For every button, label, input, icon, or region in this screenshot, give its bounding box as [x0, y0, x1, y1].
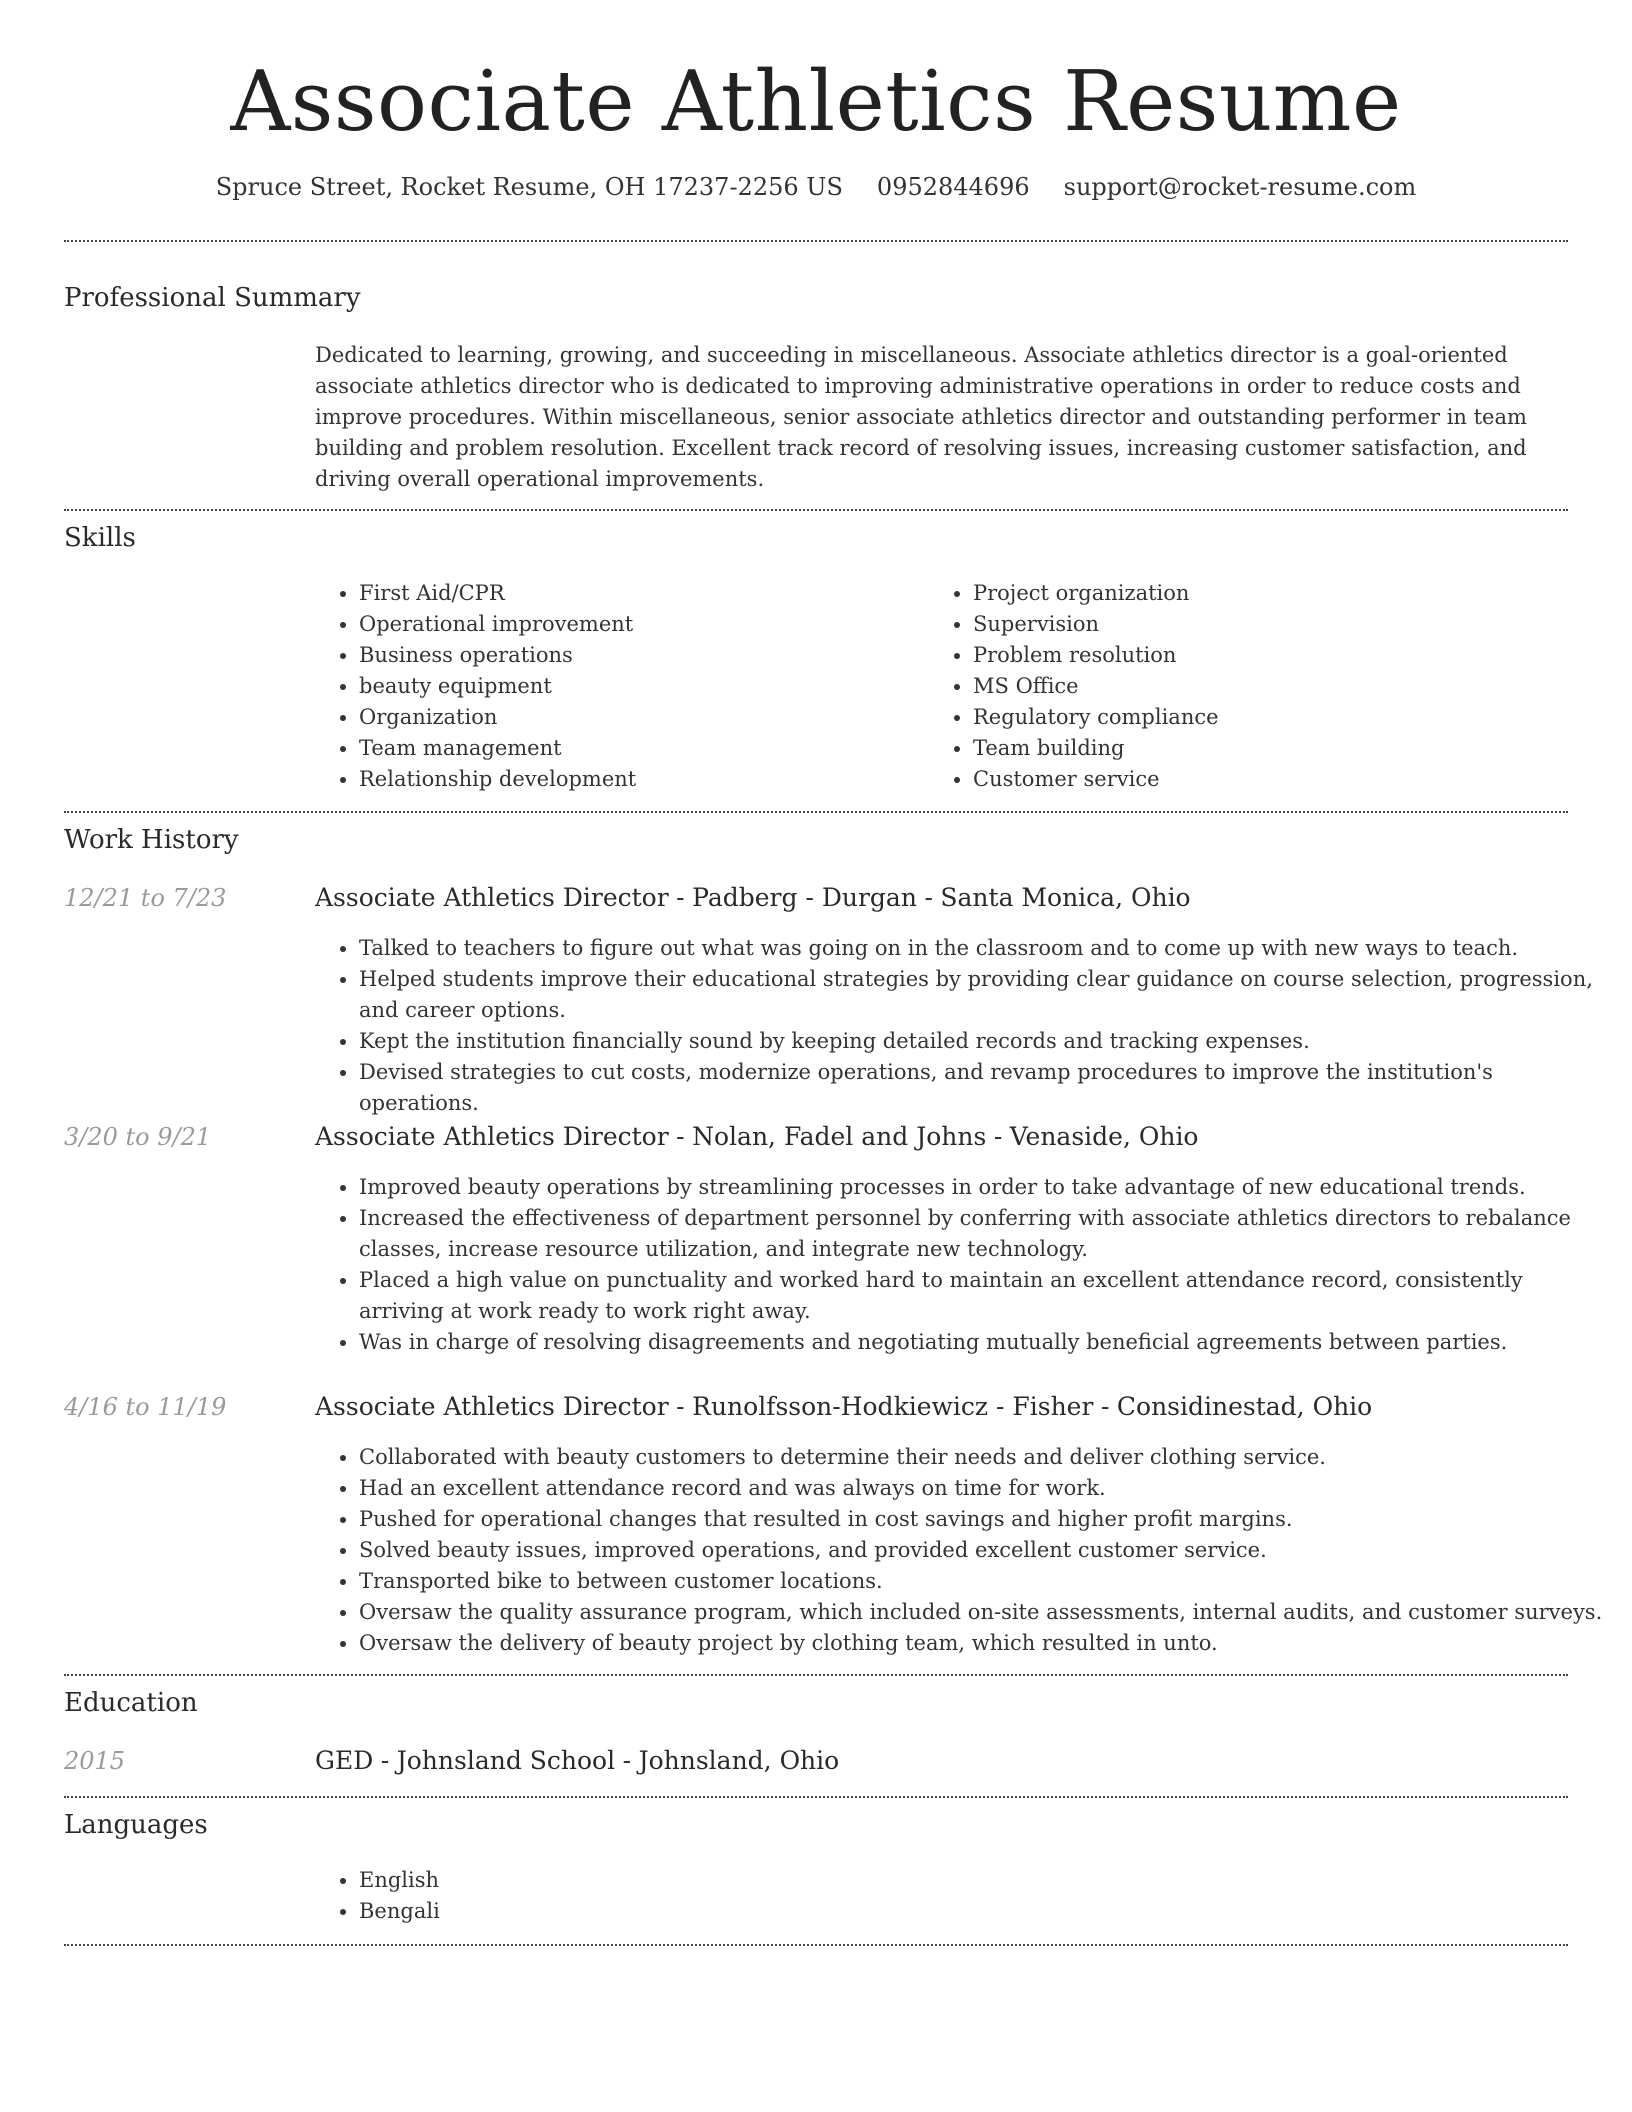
divider [64, 240, 1568, 242]
divider [64, 1944, 1568, 1946]
job-dates: 12/21 to 7/23 [64, 884, 227, 912]
job-bullets [315, 1442, 1612, 1659]
language-item: • English [359, 1865, 959, 1896]
job-location: Considinestad, Ohio [1116, 1392, 1373, 1421]
separator: - [676, 1392, 685, 1421]
job-bullet: • Transported bike to between customer locations. [359, 1566, 1612, 1597]
job-position: Associate Athletics Director [315, 883, 669, 912]
job-title [315, 1121, 1199, 1153]
languages-heading: Languages [64, 1810, 208, 1840]
job-bullet: • Was in charge of resolving disagreements and negotiating mutually beneficial agreements between parties. [359, 1327, 1612, 1358]
job-bullet: • Devised strategies to cut costs, modernize operations, and revamp procedures to improve the institution's operations. [359, 1057, 1612, 1119]
separator: - [676, 883, 685, 912]
education-year: 2015 [64, 1747, 126, 1775]
job-title [315, 1391, 1372, 1423]
separator: - [924, 883, 933, 912]
skill-item: • First Aid/CPR [359, 578, 919, 609]
skill-item: • beauty equipment [359, 671, 919, 702]
skill-item: • Customer service [973, 764, 1573, 795]
job-bullet: • Collaborated with beauty customers to determine their needs and deliver clothing service. [359, 1442, 1612, 1473]
contact-address: Spruce Street, Rocket Resume, OH 17237-2256 US [215, 173, 843, 201]
resume-title: Associate Athletics Resume [230, 53, 1402, 150]
skill-item: • Team management [359, 733, 919, 764]
job-bullet: • Talked to teachers to figure out what was going on in the classroom and to come up with new ways to teach. [359, 933, 1612, 964]
divider [64, 1674, 1568, 1676]
divider [64, 1796, 1568, 1798]
skill-item: • Business operations [359, 640, 919, 671]
skill-item: • Team building [973, 733, 1573, 764]
contact-email: support@rocket-resume.com [1063, 173, 1417, 201]
skill-item: • Project organization [973, 578, 1573, 609]
separator: - [993, 1122, 1003, 1151]
job-bullet: • Placed a high value on punctuality and worked hard to maintain an excellent attendance record, consistently arriving at work ready to work right away. [359, 1265, 1612, 1327]
job-bullet: • Helped students improve their educational strategies by providing clear guidance on course selection, progression, and career options. [359, 964, 1612, 1026]
education-school: Johnsland School [396, 1746, 616, 1775]
skills-heading: Skills [64, 523, 136, 553]
contact-phone: 0952844696 [876, 173, 1030, 201]
languages-list [315, 1865, 959, 1927]
skill-item: • Organization [359, 702, 919, 733]
education-heading: Education [64, 1688, 198, 1718]
job-company: Nolan, Fadel and Johns [692, 1122, 987, 1151]
skill-item: • Regulatory compliance [973, 702, 1573, 733]
job-bullet: • Oversaw the delivery of beauty project by clothing team, which resulted in unto. [359, 1628, 1612, 1659]
separator: - [622, 1746, 632, 1775]
job-bullet: • Increased the effectiveness of department personnel by conferring with associate athletics directors to rebalance classes, increase resource utilization, and integrate new technology. [359, 1203, 1612, 1265]
job-location: Santa Monica, Ohio [940, 883, 1191, 912]
work-heading: Work History [64, 825, 239, 855]
summary-heading: Professional Summary [64, 283, 361, 313]
job-dates: 4/16 to 11/19 [64, 1393, 227, 1421]
separator: - [676, 1122, 685, 1151]
job-bullets [315, 933, 1612, 1119]
skill-item: • Operational improvement [359, 609, 919, 640]
job-bullet: • Had an excellent attendance record and was always on time for work. [359, 1473, 1612, 1504]
contact-line [0, 172, 1632, 202]
job-bullets [315, 1172, 1612, 1358]
divider [64, 509, 1568, 511]
education-degree: GED [315, 1746, 374, 1775]
summary-text: Dedicated to learning, growing, and succeeding in miscellaneous. Associate athletics director is a goal-oriented associate athletics director who is dedicated to improving administrative operations in order to reduce costs and improve procedures. Within miscellaneous, senior associate athletics director and outstanding performer in team building and problem resolution. Excellent track record of resolving issues, increasing customer satisfaction, and driving overall operational improvements. [315, 343, 1527, 491]
job-bullet: • Pushed for operational changes that resulted in cost savings and higher profit margins. [359, 1504, 1612, 1535]
job-dates: 3/20 to 9/21 [64, 1123, 212, 1151]
separator: - [380, 1746, 390, 1775]
job-bullet: • Improved beauty operations by streamlining processes in order to take advantage of new educational trends. [359, 1172, 1612, 1203]
job-company: Runolfsson-Hodkiewicz - Fisher [692, 1392, 1094, 1421]
job-bullet: • Kept the institution financially sound by keeping detailed records and tracking expenses. [359, 1026, 1612, 1057]
language-item: • Bengali [359, 1896, 959, 1927]
divider [64, 811, 1568, 813]
skills-list-right [929, 578, 1573, 795]
job-position: Associate Athletics Director [315, 1392, 669, 1421]
skill-item: • Problem resolution [973, 640, 1573, 671]
skill-item: • MS Office [973, 671, 1573, 702]
job-title [315, 882, 1191, 914]
job-bullet: • Solved beauty issues, improved operations, and provided excellent customer service. [359, 1535, 1612, 1566]
job-company: Padberg - Durgan [692, 883, 917, 912]
skills-list-left [315, 578, 919, 795]
education-location: Johnsland, Ohio [638, 1746, 840, 1775]
separator: - [1100, 1392, 1110, 1421]
job-position: Associate Athletics Director [315, 1122, 669, 1151]
skill-item: • Relationship development [359, 764, 919, 795]
job-bullet: • Oversaw the quality assurance program, which included on-site assessments, internal audits, and customer surveys. [359, 1597, 1612, 1628]
skill-item: • Supervision [973, 609, 1573, 640]
job-location: Venaside, Ohio [1009, 1122, 1199, 1151]
education-entry [315, 1745, 839, 1777]
